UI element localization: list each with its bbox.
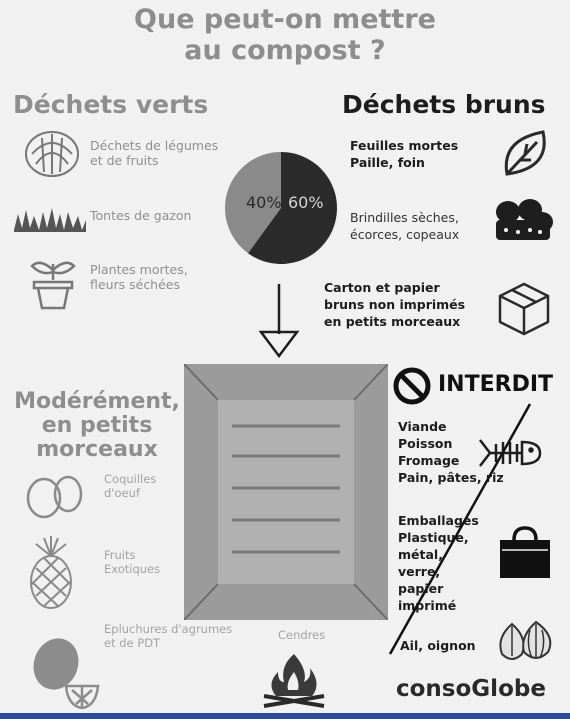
forbidden-food: Viande Poisson Fromage Pain, pâtes, riz xyxy=(398,419,504,485)
potted-plant-icon xyxy=(28,254,78,310)
garlic-onion-icon xyxy=(492,614,558,664)
potato-icon xyxy=(26,634,100,712)
brown-item-2: Brindilles sèches, écorces, copeaux xyxy=(350,210,460,242)
forbidden-garlic: Ail, oignon xyxy=(400,638,476,653)
moderate-item-3: Epluchures d'agrumes et de PDT xyxy=(104,622,233,650)
brown-waste-heading: Déchets bruns xyxy=(342,90,546,119)
leaf-icon xyxy=(497,124,555,182)
brand-logo: consoGlobe xyxy=(396,676,546,702)
fire-icon xyxy=(258,650,330,710)
ratio-pie-chart xyxy=(224,146,338,270)
brown-item-1: Feuilles mortes Paille, foin xyxy=(350,138,459,170)
down-arrow-icon xyxy=(257,282,301,358)
page-title xyxy=(0,4,570,66)
wood-pile-icon xyxy=(492,198,554,242)
grass-icon xyxy=(12,200,88,234)
forbidden-packaging: Emballages Plastique, métal, verre, papier imprimé xyxy=(398,513,479,613)
pineapple-icon xyxy=(26,534,76,610)
green-item-1: Déchets de légumes et de fruits xyxy=(90,138,219,168)
title-line2: au compost ? xyxy=(184,35,386,66)
moderate-heading: Modérément, en petits morceaux xyxy=(14,389,180,462)
moderate-item-1: Coquilles d'oeuf xyxy=(104,472,157,500)
forbidden-heading: INTERDIT xyxy=(438,372,554,397)
moderate-item-2: Fruits Exotiques xyxy=(104,548,161,576)
brown-item-3: Carton et papier bruns non imprimés en petits morceaux xyxy=(324,280,466,329)
green-waste-heading: Déchets verts xyxy=(13,90,209,119)
pie-label-green: 40% xyxy=(246,193,282,212)
bottom-border xyxy=(0,713,570,719)
title-line1: Que peut-on mettre xyxy=(134,4,436,35)
compost-bin-icon xyxy=(184,364,388,620)
green-item-3: Plantes mortes, fleurs séchées xyxy=(90,262,188,292)
pie-label-brown: 60% xyxy=(288,193,324,212)
vegetables-icon xyxy=(22,128,82,180)
cardboard-box-icon xyxy=(494,276,554,338)
eggs-icon xyxy=(22,466,86,520)
moderate-item-4: Cendres xyxy=(278,628,326,642)
green-item-2: Tontes de gazon xyxy=(90,208,192,223)
